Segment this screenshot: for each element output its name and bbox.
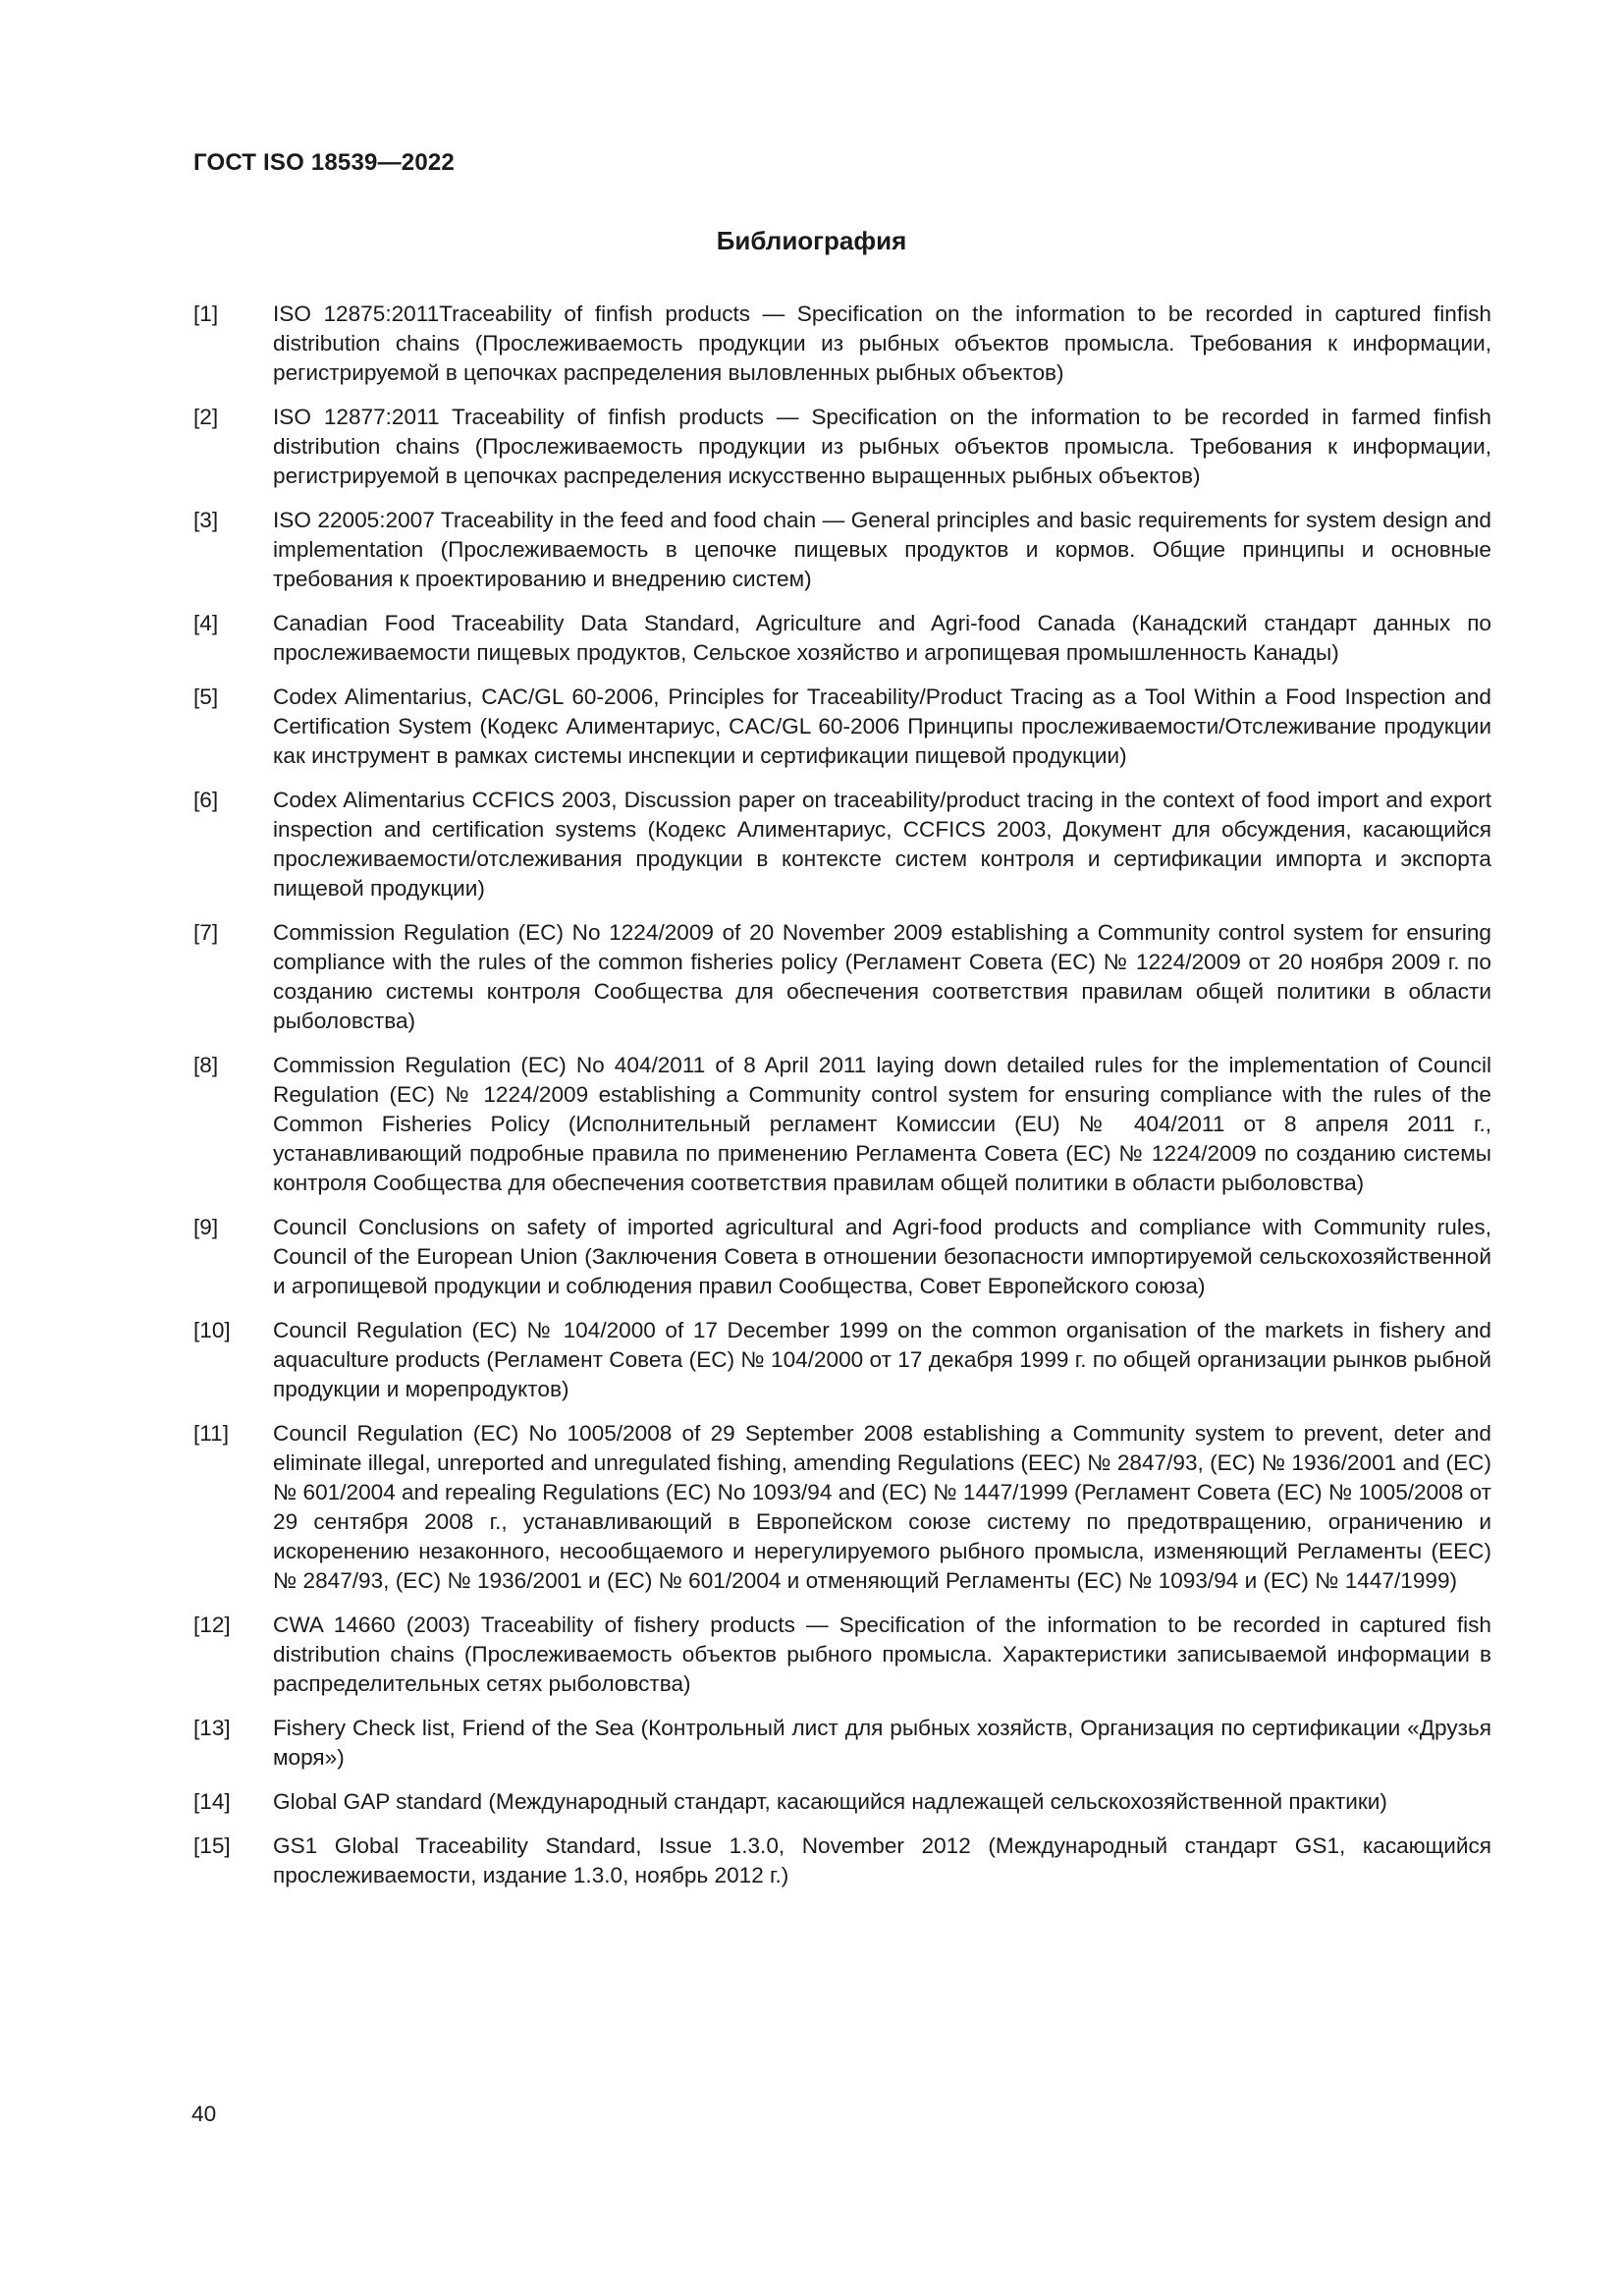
bibliography-entry — [193, 1213, 1491, 1301]
entry-number: [8] — [193, 1053, 219, 1077]
entry-number: [1] — [193, 301, 219, 326]
entry-text: Fishery Check list, Friend of the Sea (Контрольный лист для рыбных хозяйств, Организация по сертификации «Друзья моря») — [273, 1716, 1491, 1770]
entry-number: [14] — [193, 1789, 231, 1814]
entry-text: ISO 22005:2007 Traceability in the feed and food chain — General principles and basic requirements for system design and implementation (Прослеживаемость в цепочке пищевых продуктов и кормов. Общие принципы и основные требования к проектированию и внедрению систем) — [273, 508, 1491, 591]
entry-number: [3] — [193, 508, 219, 532]
bibliography-entry — [193, 1051, 1491, 1198]
entry-text: CWA 14660 (2003) Traceability of fishery products — Specification of the information to be recorded in captured fish distribution chains (Прослеживаемость объектов рыбного промысла. Характеристики записываемой информации в распределительных сетях рыболовства) — [273, 1613, 1491, 1696]
document-code-header: ГОСТ ISO 18539—2022 — [193, 149, 455, 176]
bibliography-entry — [193, 506, 1491, 594]
bibliography-entry — [193, 1714, 1491, 1773]
entry-text: Canadian Food Traceability Data Standard, Agriculture and Agri-food Canada (Канадский стандарт данных по прослеживаемости пищевых продуктов, Сельское хозяйство и агропищевая промышленность Канады) — [273, 611, 1491, 665]
entry-text: Global GAP standard (Международный стандарт, касающийся надлежащей сельскохозяйственной практики) — [273, 1789, 1387, 1814]
entry-number: [12] — [193, 1613, 231, 1637]
entry-number: [9] — [193, 1215, 219, 1239]
bibliography-entry — [193, 1787, 1491, 1817]
bibliography-list — [193, 300, 1491, 1905]
bibliography-entry — [193, 918, 1491, 1036]
entry-number: [5] — [193, 684, 219, 709]
bibliography-entry — [193, 609, 1491, 668]
entry-text: ISO 12877:2011 Traceability of finfish products — Specification on the information to be recorded in farmed finfish distribution chains (Прослеживаемость продукции из рыбных объектов промысла. Требования к информации, регистрируемой в цепочках распределения искусственно выращенных рыбных объектов) — [273, 405, 1491, 488]
entry-number: [4] — [193, 611, 219, 635]
entry-text: Council Conclusions on safety of imported agricultural and Agri-food products and compliance with Community rules, Council of the European Union (Заключения Совета в отношении безопасности импортируемой сельскохозяйственной и агропищевой продукции и соблюдения правил Сообщества, Совет Европейского союза) — [273, 1215, 1491, 1298]
entry-text: ISO 12875:2011Traceability of finfish products — Specification on the information to be recorded in captured finfish distribution chains (Прослеживаемость продукции из рыбных объектов промысла. Требования к информации, регистрируемой в цепочках распределения выловленных рыбных объектов) — [273, 301, 1491, 385]
bibliography-entry — [193, 1831, 1491, 1890]
bibliography-entry — [193, 786, 1491, 903]
entry-number: [13] — [193, 1716, 231, 1740]
entry-text: GS1 Global Traceability Standard, Issue 1.3.0, November 2012 (Международный стандарт GS1, касающийся прослеживаемости, издание 1.3.0, ноябрь 2012 г.) — [273, 1833, 1491, 1887]
entry-number: [11] — [193, 1421, 230, 1446]
bibliography-title: Библиография — [716, 226, 907, 255]
entry-number: [15] — [193, 1833, 231, 1858]
bibliography-entry — [193, 403, 1491, 491]
entry-text: Council Regulation (EC) No 1005/2008 of 29 September 2008 establishing a Community system to prevent, deter and eliminate illegal, unreported and unregulated fishing, amending Regulations (EEC) № 2847/93, (EC) № 1936/2001 and (EC) № 601/2004 and repealing Regulations (EC) No 1093/94 and (EC) № 1447/1999 (Регламент Совета (ЕС) № 1005/2008 от 29 сентября 2008 г., устанавливающий в Европейском союзе систему по предотвращению, ограничению и искоренению незаконного, несообщаемого и нерегулируемого рыбного промысла, изменяющий Регламенты (ЕЕС) № 2847/93, (ЕС) № 1936/2001 и (ЕС) № 601/2004 и отменяющий Регламенты (ЕС) № 1093/94 и (ЕС) № 1447/1999) — [273, 1421, 1491, 1593]
entry-text: Commission Regulation (EC) No 1224/2009 of 20 November 2009 establishing a Community control system for ensuring compliance with the rules of the common fisheries policy (Регламент Совета (ЕС) № 1224/2009 от 20 ноября 2009 г. по созданию системы контроля Сообщества для обеспечения соответствия правилам общей политики в области рыболовства) — [273, 920, 1491, 1033]
entry-text: Council Regulation (EC) № 104/2000 of 17 December 1999 on the common organisation of the markets in fishery and aquaculture products (Регламент Совета (ЕС) № 104/2000 от 17 декабря 1999 г. по общей организации рынков рыбной продукции и морепродуктов) — [273, 1318, 1491, 1401]
entry-text: Codex Alimentarius CCFICS 2003, Discussion paper on traceability/product tracing in the context of food import and export inspection and certification systems (Кодекс Алиментариус, CCFICS 2003, Документ для обсуждения, касающийся прослеживаемости/отслеживания продукции в контексте систем контроля и сертификации импорта и экспорта пищевой продукции) — [273, 788, 1491, 901]
entry-text: Commission Regulation (EC) No 404/2011 of 8 April 2011 laying down detailed rules for the implementation of Council Regulation (EC) № 1224/2009 establishing a Community control system for ensuring compliance with the rules of the Common Fisheries Policy (Исполнительный регламент Комиссии (EU) № 404/2011 от 8 апреля 2011 г., устанавливающий подробные правила по применению Регламента Совета (ЕС) № 1224/2009 по созданию системы контроля Сообщества для обеспечения соответствия правилам общей политики в области рыболовства) — [273, 1053, 1491, 1195]
bibliography-entry — [193, 683, 1491, 771]
entry-number: [7] — [193, 920, 219, 945]
entry-number: [10] — [193, 1318, 231, 1342]
bibliography-entry — [193, 1611, 1491, 1699]
entry-number: [6] — [193, 788, 219, 812]
bibliography-entry — [193, 1419, 1491, 1596]
page-number: 40 — [191, 2102, 217, 2126]
entry-number: [2] — [193, 405, 219, 429]
bibliography-entry — [193, 300, 1491, 388]
entry-text: Codex Alimentarius, CAC/GL 60-2006, Principles for Traceability/Product Tracing as a Tool Within a Food Inspection and Certification System (Кодекс Алиментариус, CAC/GL 60-2006 Принципы прослеживаемости/Отслеживание продукции как инструмент в рамках системы инспекции и сертификации пищевой продукции) — [273, 684, 1491, 768]
bibliography-entry — [193, 1316, 1491, 1404]
